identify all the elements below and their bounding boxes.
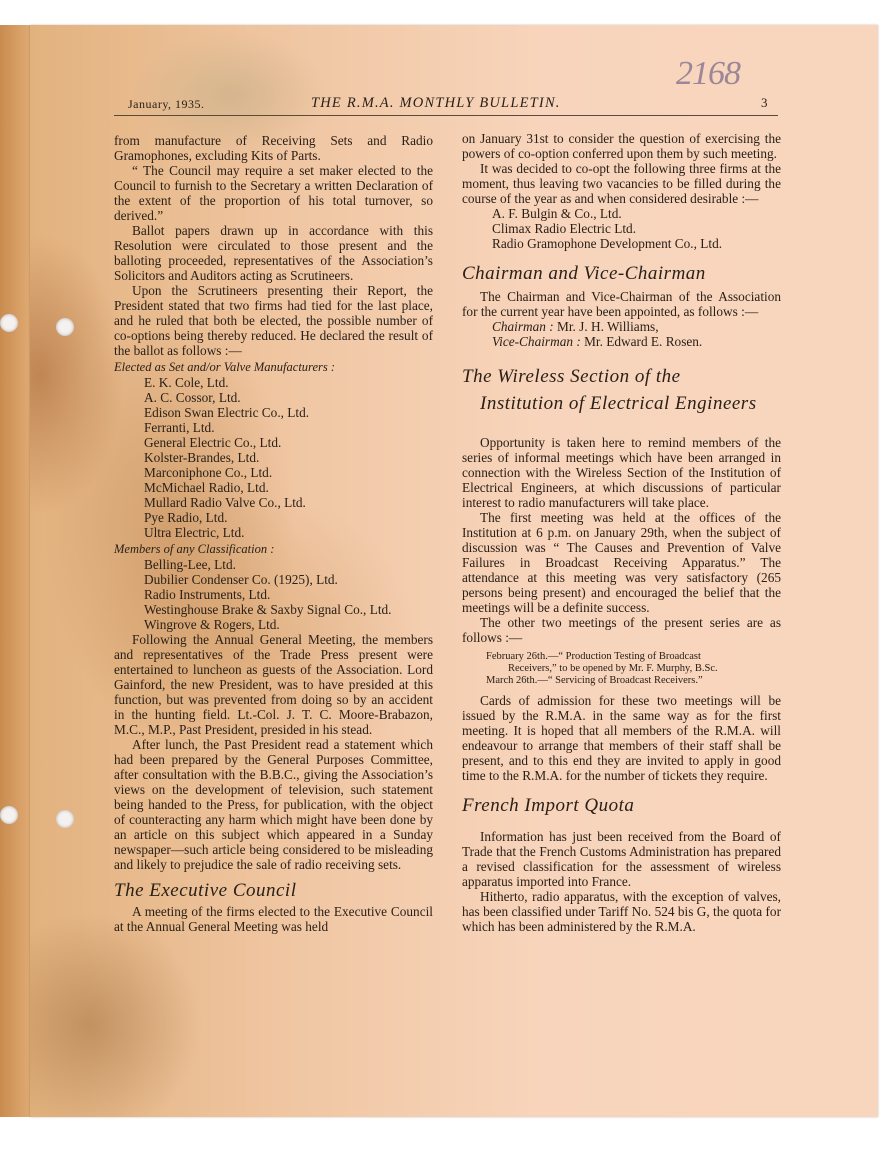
paragraph: from manufacture of Receiving Sets and Radio Gramophones, excluding Kits of Parts. (114, 133, 433, 163)
paragraph: The other two meetings of the present series are as follows :— (462, 615, 781, 645)
meeting-schedule (486, 651, 781, 687)
paragraph: Ballot papers drawn up in accordance with this Resolution were circulated to those present and the balloting proceeded, representatives of the Association’s Solicitors and Auditors acting as Scrutineers. (114, 223, 433, 283)
meeting-item: March 26th.—“ Servicing of Broadcast Receivers.” (486, 675, 703, 686)
handwritten-number: 2168 (676, 55, 740, 92)
paragraph: “ The Council may require a set maker elected to the Council to furnish to the Secretary a written Declaration of the extent of the proportion of his total turnover, so derived.” (114, 163, 433, 223)
list-item: E. K. Cole, Ltd. (144, 375, 229, 390)
page-number: 3 (761, 95, 768, 110)
list-item: A. C. Cossor, Ltd. (144, 390, 241, 405)
paragraph: The Chairman and Vice-Chairman of the Association for the current year have been appointed, as follows :— (462, 289, 781, 319)
paragraph: It was decided to co-opt the following three firms at the moment, thus leaving two vacancies to be filled during the course of the year as and when considered desirable :— (462, 161, 781, 206)
officers-list (462, 319, 781, 349)
list-item: Kolster-Brandes, Ltd. (144, 450, 260, 465)
vice-chairman-name: Mr. Edward E. Rosen. (584, 334, 703, 349)
list-item: Mullard Radio Valve Co., Ltd. (144, 495, 306, 510)
paragraph: Opportunity is taken here to remind members of the series of informal meetings which have been arranged in connection with the Wireless Section of the Institution of Electrical Engineers, at which discussions of particular interest to radio manufacturers will take place. (462, 435, 781, 510)
meeting-item: February 26th.—“ Production Testing of Broadcast (486, 651, 701, 662)
punch-hole (56, 318, 74, 336)
heading-line: The Wireless Section of the (462, 366, 681, 387)
list-item: Radio Instruments, Ltd. (144, 587, 271, 602)
paragraph: A meeting of the firms elected to the Executive Council at the Annual General Meeting was held (114, 904, 433, 934)
left-column (114, 133, 433, 934)
paragraph: Upon the Scrutineers presenting their Report, the President stated that two firms had tied for the last place, and he ruled that both be elected, the possible number of co-options being thereby reduced. He declared the result of the ballot as follows :— (114, 283, 433, 358)
punch-hole (0, 806, 18, 824)
header-rule (114, 115, 778, 116)
list-item: Ferranti, Ltd. (144, 420, 215, 435)
list-heading: Elected as Set and/or Valve Manufacturers : (114, 360, 336, 374)
punch-hole (56, 810, 74, 828)
paragraph: Cards of admission for these two meetings will be issued by the R.M.A. in the same way as for the first meeting. It is hoped that all members of the R.M.A. will endeavour to arrange that members of their staff shall be present, and to this end they are invited to apply in good time to the R.M.A. for the number of tickets they require. (462, 693, 781, 783)
header-title: THE R.M.A. MONTHLY BULLETIN. (311, 95, 561, 111)
vice-chairman-line (492, 334, 781, 349)
list-item: Ultra Electric, Ltd. (144, 525, 245, 540)
list-item: Wingrove & Rogers, Ltd. (144, 617, 280, 632)
chairman-name: Mr. J. H. Williams, (557, 319, 659, 334)
paragraph: Hitherto, radio apparatus, with the exception of valves, has been classified under Tariff No. 524 bis G, the quota for which has been administered by the R.M.A. (462, 889, 781, 934)
list-item: Pye Radio, Ltd. (144, 510, 228, 525)
list-heading: Members of any Classification : (114, 542, 275, 556)
punch-hole (0, 314, 18, 332)
list-item: A. F. Bulgin & Co., Ltd. (492, 206, 622, 221)
set-manufacturers-list (114, 375, 433, 540)
coopted-firms-list (462, 206, 781, 251)
list-item: Climax Radio Electric Ltd. (492, 221, 637, 236)
list-item: Edison Swan Electric Co., Ltd. (144, 405, 310, 420)
list-item: Westinghouse Brake & Saxby Signal Co., Ltd. (144, 602, 392, 617)
paragraph: After lunch, the Past President read a statement which had been prepared by the General Purposes Committee, after consultation with the B.B.C., giving the Association’s views on the development of television, such statement being handed to the Press, for publication, with the object of counteracting any harm which might have been done by an article on this subject which appeared in a Sunday newspaper—such article being considered to be misleading and likely to prejudice the sale of radio receiving sets. (114, 737, 433, 872)
list-item: McMichael Radio, Ltd. (144, 480, 269, 495)
vice-chairman-label: Vice-Chairman : (492, 334, 581, 349)
chairman-label: Chairman : (492, 319, 554, 334)
heading-line: Institution of Electrical Engineers (480, 393, 757, 414)
paragraph: on January 31st to consider the question of exercising the powers of co-option conferred upon them by such meeting. (462, 131, 781, 161)
list-item: Belling-Lee, Ltd. (144, 557, 236, 572)
section-heading-wireless-section (462, 363, 781, 417)
list-item: Dubilier Condenser Co. (1925), Ltd. (144, 572, 338, 587)
page-header (128, 94, 778, 116)
right-column (462, 131, 781, 934)
paragraph: The first meeting was held at the offices of the Institution at 6 p.m. on January 29th, when the subject of discussion was “ The Causes and Prevention of Valve Failures in Broadcast Receiving Apparatus.” The attendance at this meeting was very satisfactory (265 persons being present) and encouraged the belief that the meetings will be a definite success. (462, 510, 781, 615)
list-item: Radio Gramophone Development Co., Ltd. (492, 236, 723, 251)
meeting-item-continued: Receivers,” to be opened by Mr. F. Murphy, B.Sc. (508, 663, 718, 674)
list-item: General Electric Co., Ltd. (144, 435, 282, 450)
members-list (114, 557, 433, 632)
list-item: Marconiphone Co., Ltd. (144, 465, 273, 480)
section-heading-chairman: Chairman and Vice-Chairman (462, 263, 706, 284)
section-heading-executive-council: The Executive Council (114, 880, 297, 901)
page-edge-strip (0, 25, 30, 1117)
paragraph: Information has just been received from the Board of Trade that the French Customs Administration has prepared a revised classification for the assessment of wireless apparatus imported into France. (462, 829, 781, 889)
header-date: January, 1935. (128, 97, 205, 111)
section-heading-french-quota: French Import Quota (462, 795, 635, 816)
paragraph: Following the Annual General Meeting, the members and representatives of the Trade Press present were entertained to luncheon as guests of the Association. Lord Gainford, the new President, was to have presided at this function, but was prevented from doing so by an accident in the hunting field. Lt.-Col. J. T. C. Moore-Brabazon, M.C., M.P., Past President, presided in his stead. (114, 632, 433, 737)
chairman-line (492, 319, 781, 334)
